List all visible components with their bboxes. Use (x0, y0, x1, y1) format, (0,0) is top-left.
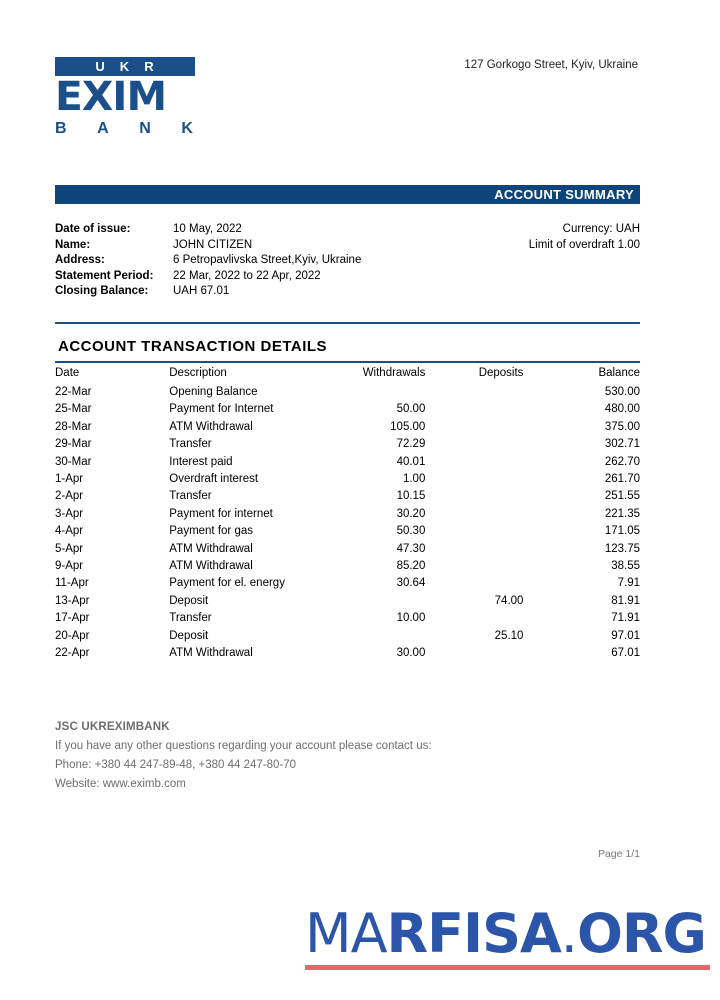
cell-description: ATM Withdrawal (169, 647, 253, 660)
cell-deposits: 74.00 (494, 594, 524, 607)
cell-balance: 38.55 (611, 560, 640, 573)
cell-description: Overdraft interest (169, 473, 259, 486)
watermark-text (305, 902, 710, 965)
cell-deposits (427, 454, 539, 471)
cell-description: Payment for el. energy (169, 577, 285, 590)
logo-bank-wordmark (55, 119, 195, 139)
summary-row-statement-period (55, 269, 395, 285)
cell-withdrawals: 30.64 (396, 577, 426, 590)
watermark-text-dot: . (560, 902, 577, 965)
watermark-text-light: MA (305, 902, 387, 965)
cell-withdrawals: 50.30 (396, 525, 426, 538)
summary-label-statement-period: Statement Period: (55, 269, 154, 282)
transaction-table-body (55, 384, 640, 663)
table-row (55, 610, 640, 627)
cell-deposits (427, 471, 539, 488)
bank-address: 127 Gorkogo Street, Kyiv, Ukraine (464, 59, 638, 71)
summary-value-closing-balance: UAH 67.01 (173, 285, 230, 297)
cell-balance: 7.91 (617, 577, 640, 590)
cell-balance: 81.91 (611, 594, 640, 607)
footer-bank-name: JSC UKREXIMBANK (55, 721, 170, 733)
logo-letter-k2: K (181, 120, 193, 137)
cell-balance: 71.91 (611, 612, 640, 625)
summary-value-statement-period: 22 Mar, 2022 to 22 Apr, 2022 (173, 269, 321, 282)
table-row (55, 523, 640, 540)
section-rule-top (55, 322, 640, 324)
column-header-withdrawals: Withdrawals (362, 367, 426, 379)
logo-ukr-bar (55, 57, 195, 76)
summary-value-date-of-issue: 10 May, 2022 (173, 223, 242, 235)
cell-deposits (427, 384, 539, 401)
summary-row-date-of-issue (55, 222, 395, 238)
table-row (55, 419, 640, 436)
cell-balance: 123.75 (604, 542, 640, 555)
cell-withdrawals: 30.00 (396, 647, 426, 660)
column-header-description: Description (169, 367, 227, 379)
account-summary-banner: ACCOUNT SUMMARY (55, 185, 640, 204)
cell-description: Payment for internet (169, 507, 273, 520)
table-row (55, 628, 640, 645)
table-row (55, 575, 640, 592)
cell-deposits (427, 575, 539, 592)
logo-letter-k: K (119, 59, 131, 74)
cell-balance: 530.00 (604, 386, 640, 398)
logo-letter-n: N (139, 120, 151, 137)
table-row (55, 471, 640, 488)
table-row (55, 488, 640, 505)
column-header-deposits: Deposits (478, 367, 524, 379)
cell-withdrawals: 10.15 (396, 490, 426, 503)
summary-label-closing-balance: Closing Balance: (55, 285, 149, 297)
cell-date: 5-Apr (55, 542, 84, 555)
table-row (55, 401, 640, 418)
column-header-balance: Balance (598, 367, 640, 379)
account-summary-fields (55, 222, 395, 300)
cell-deposits (427, 506, 539, 523)
watermark-text-bold-org: ORG (576, 902, 706, 965)
page-number: Page 1/1 (597, 848, 640, 860)
currency-line: Currency: UAH (562, 223, 640, 235)
cell-date: 25-Mar (55, 403, 92, 416)
summary-value-address: 6 Petropavlivska Street,Kyiv, Ukraine (173, 254, 362, 266)
cell-date: 30-Mar (55, 455, 92, 468)
cell-date: 29-Mar (55, 438, 92, 451)
section-rule-under-title (55, 361, 640, 363)
cell-withdrawals: 72.29 (396, 438, 426, 451)
summary-label-name: Name: (55, 238, 91, 251)
transaction-details-title: ACCOUNT TRANSACTION DETAILS (58, 338, 328, 355)
cell-deposits (427, 610, 539, 627)
summary-row-closing-balance (55, 284, 395, 300)
cell-date: 3-Apr (55, 507, 84, 520)
summary-label-date-of-issue: Date of issue: (55, 223, 131, 235)
summary-row-address (55, 253, 395, 269)
cell-date: 1-Apr (55, 473, 84, 486)
ukreximbank-logo (55, 57, 195, 139)
cell-withdrawals: 50.00 (396, 403, 426, 416)
logo-exim-wordmark: EXIM (55, 79, 167, 115)
summary-value-name: JOHN CITIZEN (173, 238, 253, 251)
cell-balance: 221.35 (604, 507, 640, 520)
cell-description: ATM Withdrawal (169, 542, 253, 555)
table-row (55, 506, 640, 523)
cell-description: Payment for gas (169, 525, 253, 538)
cell-withdrawals: 10.00 (396, 612, 426, 625)
cell-deposits (427, 419, 539, 436)
document-footer (55, 718, 640, 794)
cell-withdrawals: 30.20 (396, 507, 426, 520)
cell-date: 4-Apr (55, 525, 84, 538)
cell-description: Deposit (169, 629, 209, 642)
cell-balance: 375.00 (604, 420, 640, 433)
cell-date: 28-Mar (55, 420, 92, 433)
cell-withdrawals: 85.20 (396, 560, 426, 573)
table-row (55, 384, 640, 401)
document-header (0, 0, 720, 170)
cell-description: ATM Withdrawal (169, 560, 253, 573)
watermark-text-bold: RFISA (386, 902, 561, 965)
logo-letter-b: B (55, 120, 67, 137)
footer-website-line: Website: www.eximb.com (55, 778, 186, 790)
table-row (55, 645, 640, 662)
transaction-table (55, 366, 640, 663)
cell-date: 20-Apr (55, 629, 90, 642)
cell-balance: 171.05 (604, 525, 640, 538)
table-row (55, 436, 640, 453)
cell-deposits (427, 523, 539, 540)
cell-withdrawals: 47.30 (396, 542, 426, 555)
cell-description: Transfer (169, 490, 212, 503)
overdraft-limit-line: Limit of overdraft 1.00 (528, 238, 640, 251)
cell-date: 2-Apr (55, 490, 84, 503)
cell-deposits (427, 436, 539, 453)
cell-date: 22-Apr (55, 647, 90, 660)
cell-withdrawals: 40.01 (396, 455, 426, 468)
logo-letter-u: U (95, 59, 106, 74)
marfisa-watermark (305, 902, 710, 970)
cell-withdrawals (326, 628, 427, 645)
table-row (55, 593, 640, 610)
cell-balance: 261.70 (604, 473, 640, 486)
cell-withdrawals: 105.00 (390, 420, 426, 433)
summary-label-address: Address: (55, 254, 105, 266)
cell-description: ATM Withdrawal (169, 420, 253, 433)
cell-deposits (427, 645, 539, 662)
cell-deposits (427, 488, 539, 505)
cell-description: Opening Balance (169, 386, 258, 398)
cell-description: Transfer (169, 612, 212, 625)
cell-date: 13-Apr (55, 594, 90, 607)
cell-balance: 302.71 (604, 438, 640, 451)
cell-balance: 67.01 (611, 647, 640, 660)
footer-contact-line: If you have any other questions regarding your account please contact us: (55, 740, 432, 752)
cell-date: 9-Apr (55, 560, 84, 573)
cell-deposits: 25.10 (494, 629, 524, 642)
cell-date: 22-Mar (55, 386, 92, 398)
cell-description: Payment for Internet (169, 403, 274, 416)
cell-deposits (427, 541, 539, 558)
cell-balance: 251.55 (604, 490, 640, 503)
cell-balance: 262.70 (604, 455, 640, 468)
logo-letter-r: R (144, 59, 155, 74)
table-header-row (55, 366, 640, 384)
logo-letter-a: A (97, 120, 109, 137)
footer-phone-line: Phone: +380 44 247-89-48, +380 44 247-80-70 (55, 759, 297, 771)
table-row (55, 541, 640, 558)
summary-row-name (55, 238, 395, 254)
cell-date: 11-Apr (55, 577, 89, 590)
cell-withdrawals (326, 384, 427, 401)
column-header-date: Date (55, 367, 80, 379)
cell-withdrawals: 1.00 (402, 473, 426, 486)
cell-description: Deposit (169, 594, 209, 607)
cell-deposits (427, 401, 539, 418)
cell-balance: 480.00 (604, 403, 640, 416)
cell-deposits (427, 558, 539, 575)
cell-description: Interest paid (169, 455, 233, 468)
cell-description: Transfer (169, 438, 212, 451)
account-summary-side-info (529, 222, 640, 253)
table-row (55, 558, 640, 575)
cell-withdrawals (326, 593, 427, 610)
cell-balance: 97.01 (611, 629, 640, 642)
table-row (55, 454, 640, 471)
watermark-underline-bar (305, 965, 710, 970)
cell-date: 17-Apr (55, 612, 90, 625)
